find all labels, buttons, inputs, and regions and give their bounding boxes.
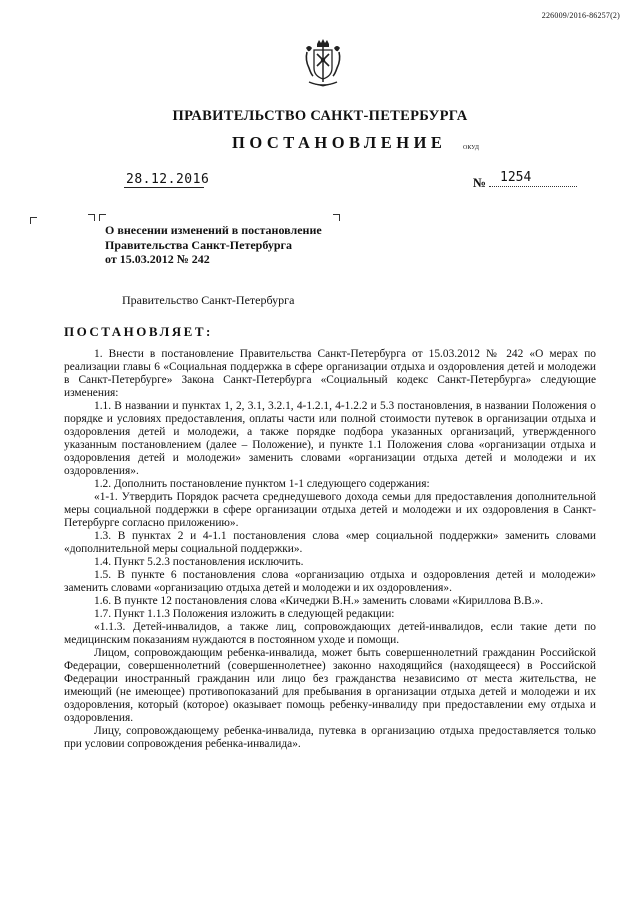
number-label: № — [473, 175, 487, 190]
paragraph: 1.6. В пункте 12 постановления слова «Кичеджи В.Н.» заменить словами «Кириллова В.В.». — [94, 595, 544, 607]
paragraph: Лицу, сопровождающему ребенка-инвалида, путевка в организацию отдыха предоставляется только при условии сопровождения ребенка-инвалида». — [64, 725, 596, 750]
subject-line: от 15.03.2012 № 242 — [105, 252, 210, 266]
government-title: ПРАВИТЕЛЬСТВО САНКТ-ПЕТЕРБУРГА — [172, 108, 468, 124]
document-subject — [105, 223, 322, 267]
paragraph: 1.4. Пункт 5.2.3 постановления исключить. — [94, 556, 304, 568]
document-body — [64, 348, 596, 751]
paragraph: 1.1. В названии и пунктах 1, 2, 3.1, 3.2.1, 4-1.2.1, 4-1.2.2 и 5.3 постановления, в названии Положения о порядке и условиях предоставления, оплаты части или полной стоимости путевок в организации отдыха и оздоровления детей и молодежи, а также порядке подбора указанных организаций, утвержденного указанным постановлением (далее – Положение), и пункте 1.1 Положения слова «организации отдыха и оздоровления детей и молодежи» заменить словами «организации отдыха детей и молодежи и их оздоровления». — [64, 400, 596, 477]
paragraph: 1.7. Пункт 1.1.3 Положения изложить в следующей редакции: — [94, 608, 395, 620]
number-underline — [489, 186, 577, 187]
paragraph: 1.2. Дополнить постановление пунктом 1-1 следующего содержания: — [94, 478, 430, 490]
preamble: Правительство Санкт-Петербурга — [122, 293, 295, 307]
okud-label: ОКУД — [463, 145, 479, 151]
paragraph: 1.5. В пункте 6 постановления слова «организацию отдыха и оздоровления детей и молодежи» заменить словами «организацию отдыха детей и молодежи и их оздоровления». — [64, 569, 596, 594]
margin-bracket-left — [30, 217, 37, 224]
document-date: 28.12.2016 — [126, 172, 210, 187]
coat-of-arms-icon — [303, 38, 343, 90]
paragraph: 1.3. В пунктах 2 и 4-1.1 постановления слова «мер социальной поддержки» заменить словами «дополнительной меры социальной поддержки». — [64, 530, 596, 555]
subject-bracket-open — [88, 214, 95, 221]
subject-line: О внесении изменений в постановление — [105, 223, 322, 237]
document-type: ПОСТАНОВЛЕНИЕ — [232, 133, 447, 152]
subject-bracket-close — [333, 214, 340, 221]
reference-number: 226009/2016-86257(2) — [541, 11, 620, 20]
paragraph: «1.1.3. Детей-инвалидов, а также лиц, сопровождающих детей-инвалидов, если такие дети по медицинским показаниям нуждаются в постоянном уходе и помощи. — [64, 621, 596, 646]
paragraph: Лицом, сопровождающим ребенка-инвалида, может быть совершеннолетний гражданин Российской Федерации, совершеннолетний (совершеннолетнее) законно находящийся (находящееся) в Российской Федерации иностранный гражданин или лицо без гражданства независимо от места жительства, не имеющий (не имеющее) противопоказаний для пребывания в организации отдыха детей и молодежи и их оздоровления, который (которое) оказывает помощь ребенку-инвалиду при предоставлении ему отдыха и оздоровления. — [64, 647, 596, 724]
document-number: 1254 — [500, 170, 532, 185]
subject-bracket-open-2 — [99, 214, 106, 221]
date-underline — [124, 187, 204, 188]
paragraph: «1-1. Утвердить Порядок расчета среднедушевого дохода семьи для предоставления дополнительной меры социальной поддержки в сфере организации отдыха детей и молодежи и их оздоровления в Санкт-Петербурге согласно приложению». — [64, 491, 596, 529]
paragraph: 1. Внести в постановление Правительства Санкт-Петербурга от 15.03.2012 № 242 «О мерах по реализации главы 6 «Социальная поддержка в сфере организации отдыха и оздоровления детей и молодежи в Санкт-Петербурге» Закона Санкт-Петербурга «Социальный кодекс Санкт-Петербурга» следующие изменения: — [64, 348, 596, 399]
decree-heading: ПОСТАНОВЛЯЕТ: — [64, 324, 213, 339]
subject-line: Правительства Санкт-Петербурга — [105, 237, 293, 252]
